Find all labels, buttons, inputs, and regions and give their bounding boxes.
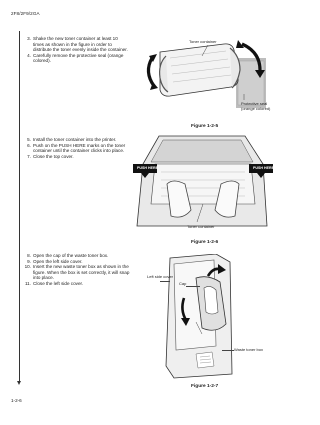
label-toner-container: Toner container: [187, 224, 215, 229]
step-number: 8.: [27, 253, 31, 258]
step-number: 11.: [24, 280, 31, 286]
step-item: [24, 53, 129, 64]
step-text: Carefully remove the protective seal (orange colored).: [33, 52, 124, 63]
step-number: 7.: [27, 153, 31, 159]
step-text: Open the left side cover.: [33, 258, 83, 264]
step-item: [24, 36, 129, 53]
step-text: Close the top cover.: [33, 153, 74, 159]
figure-caption: Figure 1-2-5: [191, 124, 219, 129]
figure-caption: Figure 1-2-7: [191, 384, 219, 389]
step-number: 6.: [27, 142, 31, 148]
page-number: 1-2-6: [11, 398, 22, 403]
push-here-right-label: PUSH HERE: [253, 165, 274, 170]
figure-installing-toner-container: [133, 134, 273, 230]
step-text: Open the cap of the waste toner box.: [33, 253, 109, 258]
step-text: Install the toner container into the printer.: [33, 137, 117, 142]
step-number: 5.: [27, 137, 31, 142]
step-text: Insert the new waste toner box as shown in the figure. When the box is set correctly, it will snap into place.: [33, 264, 130, 280]
continue-arrow-icon: [17, 381, 21, 385]
label-waste-toner-box: Waste toner box: [234, 347, 263, 352]
toner-container-illustration: [160, 44, 238, 96]
push-here-left-label: PUSH HERE: [137, 165, 158, 170]
label-protective-seal: Protective seal (orange colored): [241, 101, 271, 111]
step-text: Push on the PUSH HERE marks on the toner container until the container clicks into place.: [33, 142, 126, 153]
figure-caption: Figure 1-2-6: [191, 240, 219, 245]
step-number: 4.: [27, 52, 31, 58]
step-number: 9.: [27, 258, 31, 264]
step-text: Shake the new toner container at least 10 times as shown in the figure in order to distribute the toner evenly inside the container.: [33, 36, 128, 52]
step-text: Close the left side cover.: [33, 280, 84, 286]
steps-list-1: [24, 36, 129, 64]
step-item: [24, 281, 130, 287]
steps-list-3: [24, 253, 130, 286]
step-item: [24, 264, 130, 281]
margin-rule: [19, 31, 20, 383]
label-left-side-cover: Left side cover: [147, 274, 174, 279]
document-header: 2F8/2F9/2GA: [11, 11, 40, 16]
label-cap: Cap: [179, 281, 187, 286]
figure-installing-waste-toner-box: [156, 254, 254, 380]
step-item: [24, 154, 130, 160]
step-number: 10.: [24, 264, 31, 269]
label-toner-container: Toner container: [189, 39, 217, 44]
step-number: 3.: [27, 36, 31, 41]
steps-list-2: [24, 137, 130, 159]
step-item: [24, 143, 130, 154]
shake-arrow-left: [148, 58, 154, 86]
